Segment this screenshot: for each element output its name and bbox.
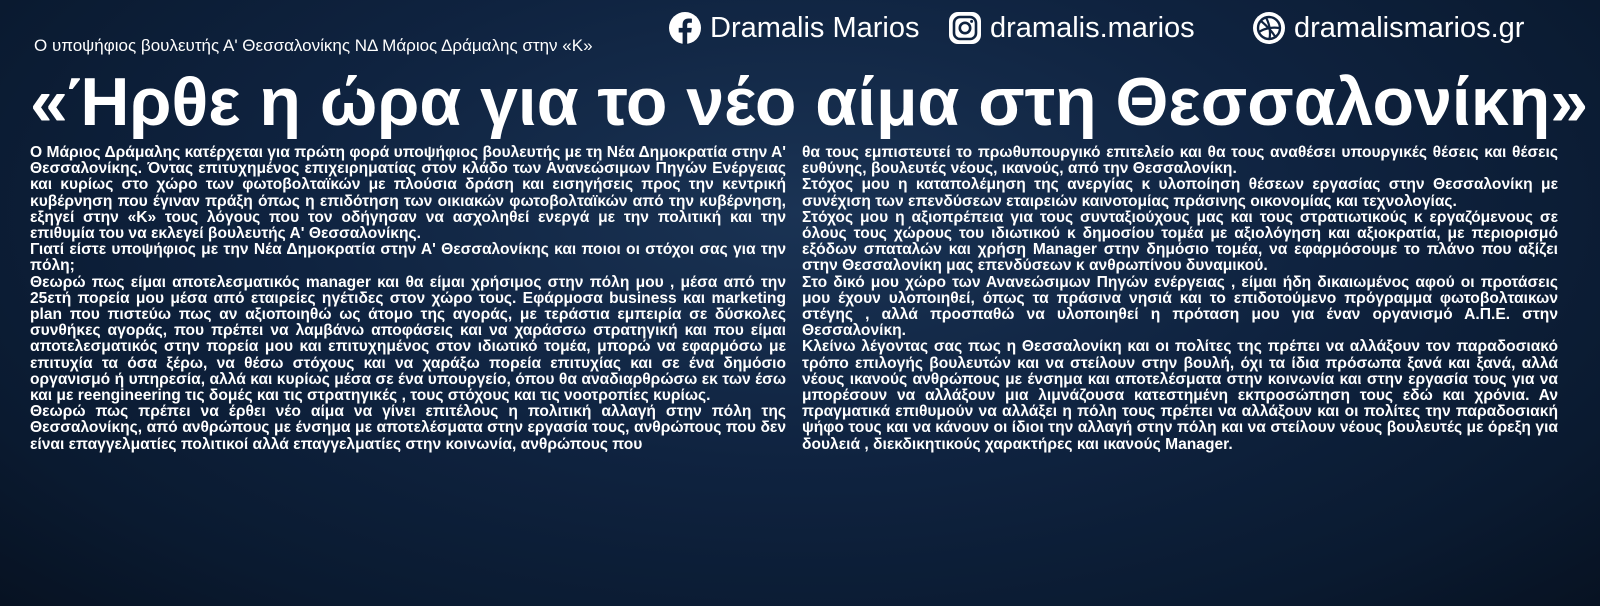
article-paragraph: Στόχος μου η καταπολέμηση της ανεργίας κ υλοποίηση θέσεων εργασίας στην Θεσσαλονίκη με συνέχιση των επενδύσεων εταιρειών καινοτομίας πράσινης οικονομίας και τεχνολογίας. [802, 176, 1558, 210]
article-paragraph: Ο Μάριος Δράμαλης κατέρχεται για πρώτη φορά υποψήφιος βουλευτής με τη Νέα Δημοκρατία στην Α' Θεσσαλονίκης. Όντας επιτυχημένος επιχειρηματίας στον κλάδο των Ανανεώσιμων Πηγών Ενέργειας και κυρίως στο χώρο των φωτοβολταϊκών με πλούσια δράση και εισηγήσεις προς την κεντρική κυβέρνηση που έγιναν πράξη όπως η επιδότηση των οικιακών φωτοβολταϊκών από την κυβέρνηση, εξηγεί στην «Κ» τους λόγους που τον οδήγησαν να ασχοληθεί ενεργά με την πολιτική και την επιθυμία του να εκλεγεί βουλευτής Α' Θεσσαλονίκης. [30, 144, 786, 243]
article-paragraph: Στο δικό μου χώρο των Ανανεώσιμων Πηγών ενέργειας , είμαι ήδη δικαιωμένος αφού οι προτάσεις μου έχουν υλοποιηθεί, όπως τα πράσινα νησιά και το επιδοτούμενο πρόγραμμα φωτοβολταικων στέγης , αλλά προσπαθώ να υλοποιηθεί η πρόταση μου για έναν οργανισμό Α.Π.Ε. στην Θεσσαλονίκη. [802, 273, 1558, 340]
article-left-column [30, 145, 786, 453]
facebook-handle: Dramalis Marios [710, 11, 920, 44]
article-question: Γιατί είστε υποψήφιος με την Νέα Δημοκρατία στην Α' Θεσσαλονίκης και ποιοι οι στόχοι σας για την πόλη; [30, 241, 786, 275]
article-paragraph: Κλείνω λέγοντας σας πως η Θεσσαλονίκη και οι πολίτες της πρέπει να αλλάξουν τον παραδοσιακό τρόπο επιλογής βουλευτών και να στείλουν στην βουλή, όχι τα ίδια πρόσωπα ξανά και ξανά, αλλά νέους ικανούς ανθρώπους με ένσημα και αποτελέσματα στην κοινωνία και στην εργασία τους για να μπορέσουν να αλλάξουν μια λιμνάζουσα κατεστημένη εκπροσώπηση τους εδώ και χρόνια. Αν πραγματικά επιθυμούν να αλλάξει η πόλη τους πρέπει να αλλάξουν και οι πολίτες την παραδοσιακή ψήφο τους και να κάνουν οι ίδιοι την αλλαγή στην πόλη και να στείλουν νέους βουλευτές με όρεξη για δουλειά , διεκδικητικούς χαρακτήρες και ικανούς Manager. [802, 338, 1558, 453]
article-paragraph: Στόχος μου η αξιοπρέπεια για τους συνταξιούχους μας και τους στρατιωτικούς κ εργαζόμενους σε όλους τους χώρους του ιδιωτικού κ δημοσίου τομέα με αξιολόγηση και αξιοκρατία, με περιορισμό εξόδων σπαταλών και χρήση Manager στην δημόσιο τομέα, να εφαρμόσουμε το πλάνο που αξίζει στην Θεσσαλονίκη μας επενδύσεων κ ανθρωπίνου δυναμικού. [802, 208, 1558, 275]
instagram-icon [948, 11, 982, 45]
article-paragraph: θα τους εμπιστευτεί το πρωθυπουργικό επιτελείο και θα τους αναθέσει υπουργικές θέσεις και θέσεις ευθύνης, βουλευτές νέους, ικανούς, από την Θεσσαλονίκη. [802, 144, 1558, 178]
website-link[interactable] [1252, 8, 1524, 48]
article-paragraph: Θεωρώ πως είμαι αποτελεσματικός manager και θα είμαι χρήσιμος στην πόλη μου , μέσα από την 25ετή πορεία μου μέσα από εταιρείες ηγέτιδες στον χώρο τους. Εφάρμοσα business και marketing plan που πιστεύω πως αν αξιοποιηθώ ως άτομο της αγοράς, με τεράστια εμπειρία σε δύσκολες συνθήκες αγοράς, που πρέπει να λαμβάνω αποφάσεις και να χαράσσω στρατηγική και που είμαι αποτελεσματικός στην πορεία μου και επιτυχημένος στον ιδιωτικό τομέα, μπορώ να εφαρμόσω με επιτυχία τα όσα ξέρω, να θέσω στόχους και να χαράξω πορεία επιτυχίας και σε ένα δημόσιο οργανισμό ή υπηρεσία, αλλά και κυρίως μέσα σε ένα υπουργείο, όπου θα αναδιαρθρώσω εκ των έσω και με reengineering τις δομές και τις στρατηγικές , τους στόχους και τις νοοτροπίες κυρίως. [30, 273, 786, 405]
kicker-subtitle: Ο υποψήφιος βουλευτής Α' Θεσσαλονίκης ΝΔ Μάριος Δράμαλης στην «Κ» [34, 36, 593, 55]
facebook-icon [668, 11, 702, 45]
article-paragraph: Θεωρώ πως πρέπει να έρθει νέο αίμα να γίνει επιτέλους η πολιτική αλλαγή στην πόλη της Θεσσαλονίκης, από ανθρώπους με ένσημα με αποτελέσματα στην εργασία τους, ανθρώπους που δεν είναι επαγγελματίες πολιτικοί αλλά επαγγελματίες στην κοινωνία, ανθρώπους που [30, 403, 786, 453]
website-url: dramalismarios.gr [1294, 11, 1525, 44]
headline: «Ήρθε η ώρα για το νέο αίμα στη Θεσσαλονίκη» [30, 64, 1589, 140]
article-right-column [802, 145, 1558, 453]
globe-icon [1252, 11, 1286, 45]
facebook-link[interactable] [668, 8, 919, 48]
instagram-link[interactable] [948, 8, 1195, 48]
instagram-handle: dramalis.marios [990, 11, 1195, 44]
